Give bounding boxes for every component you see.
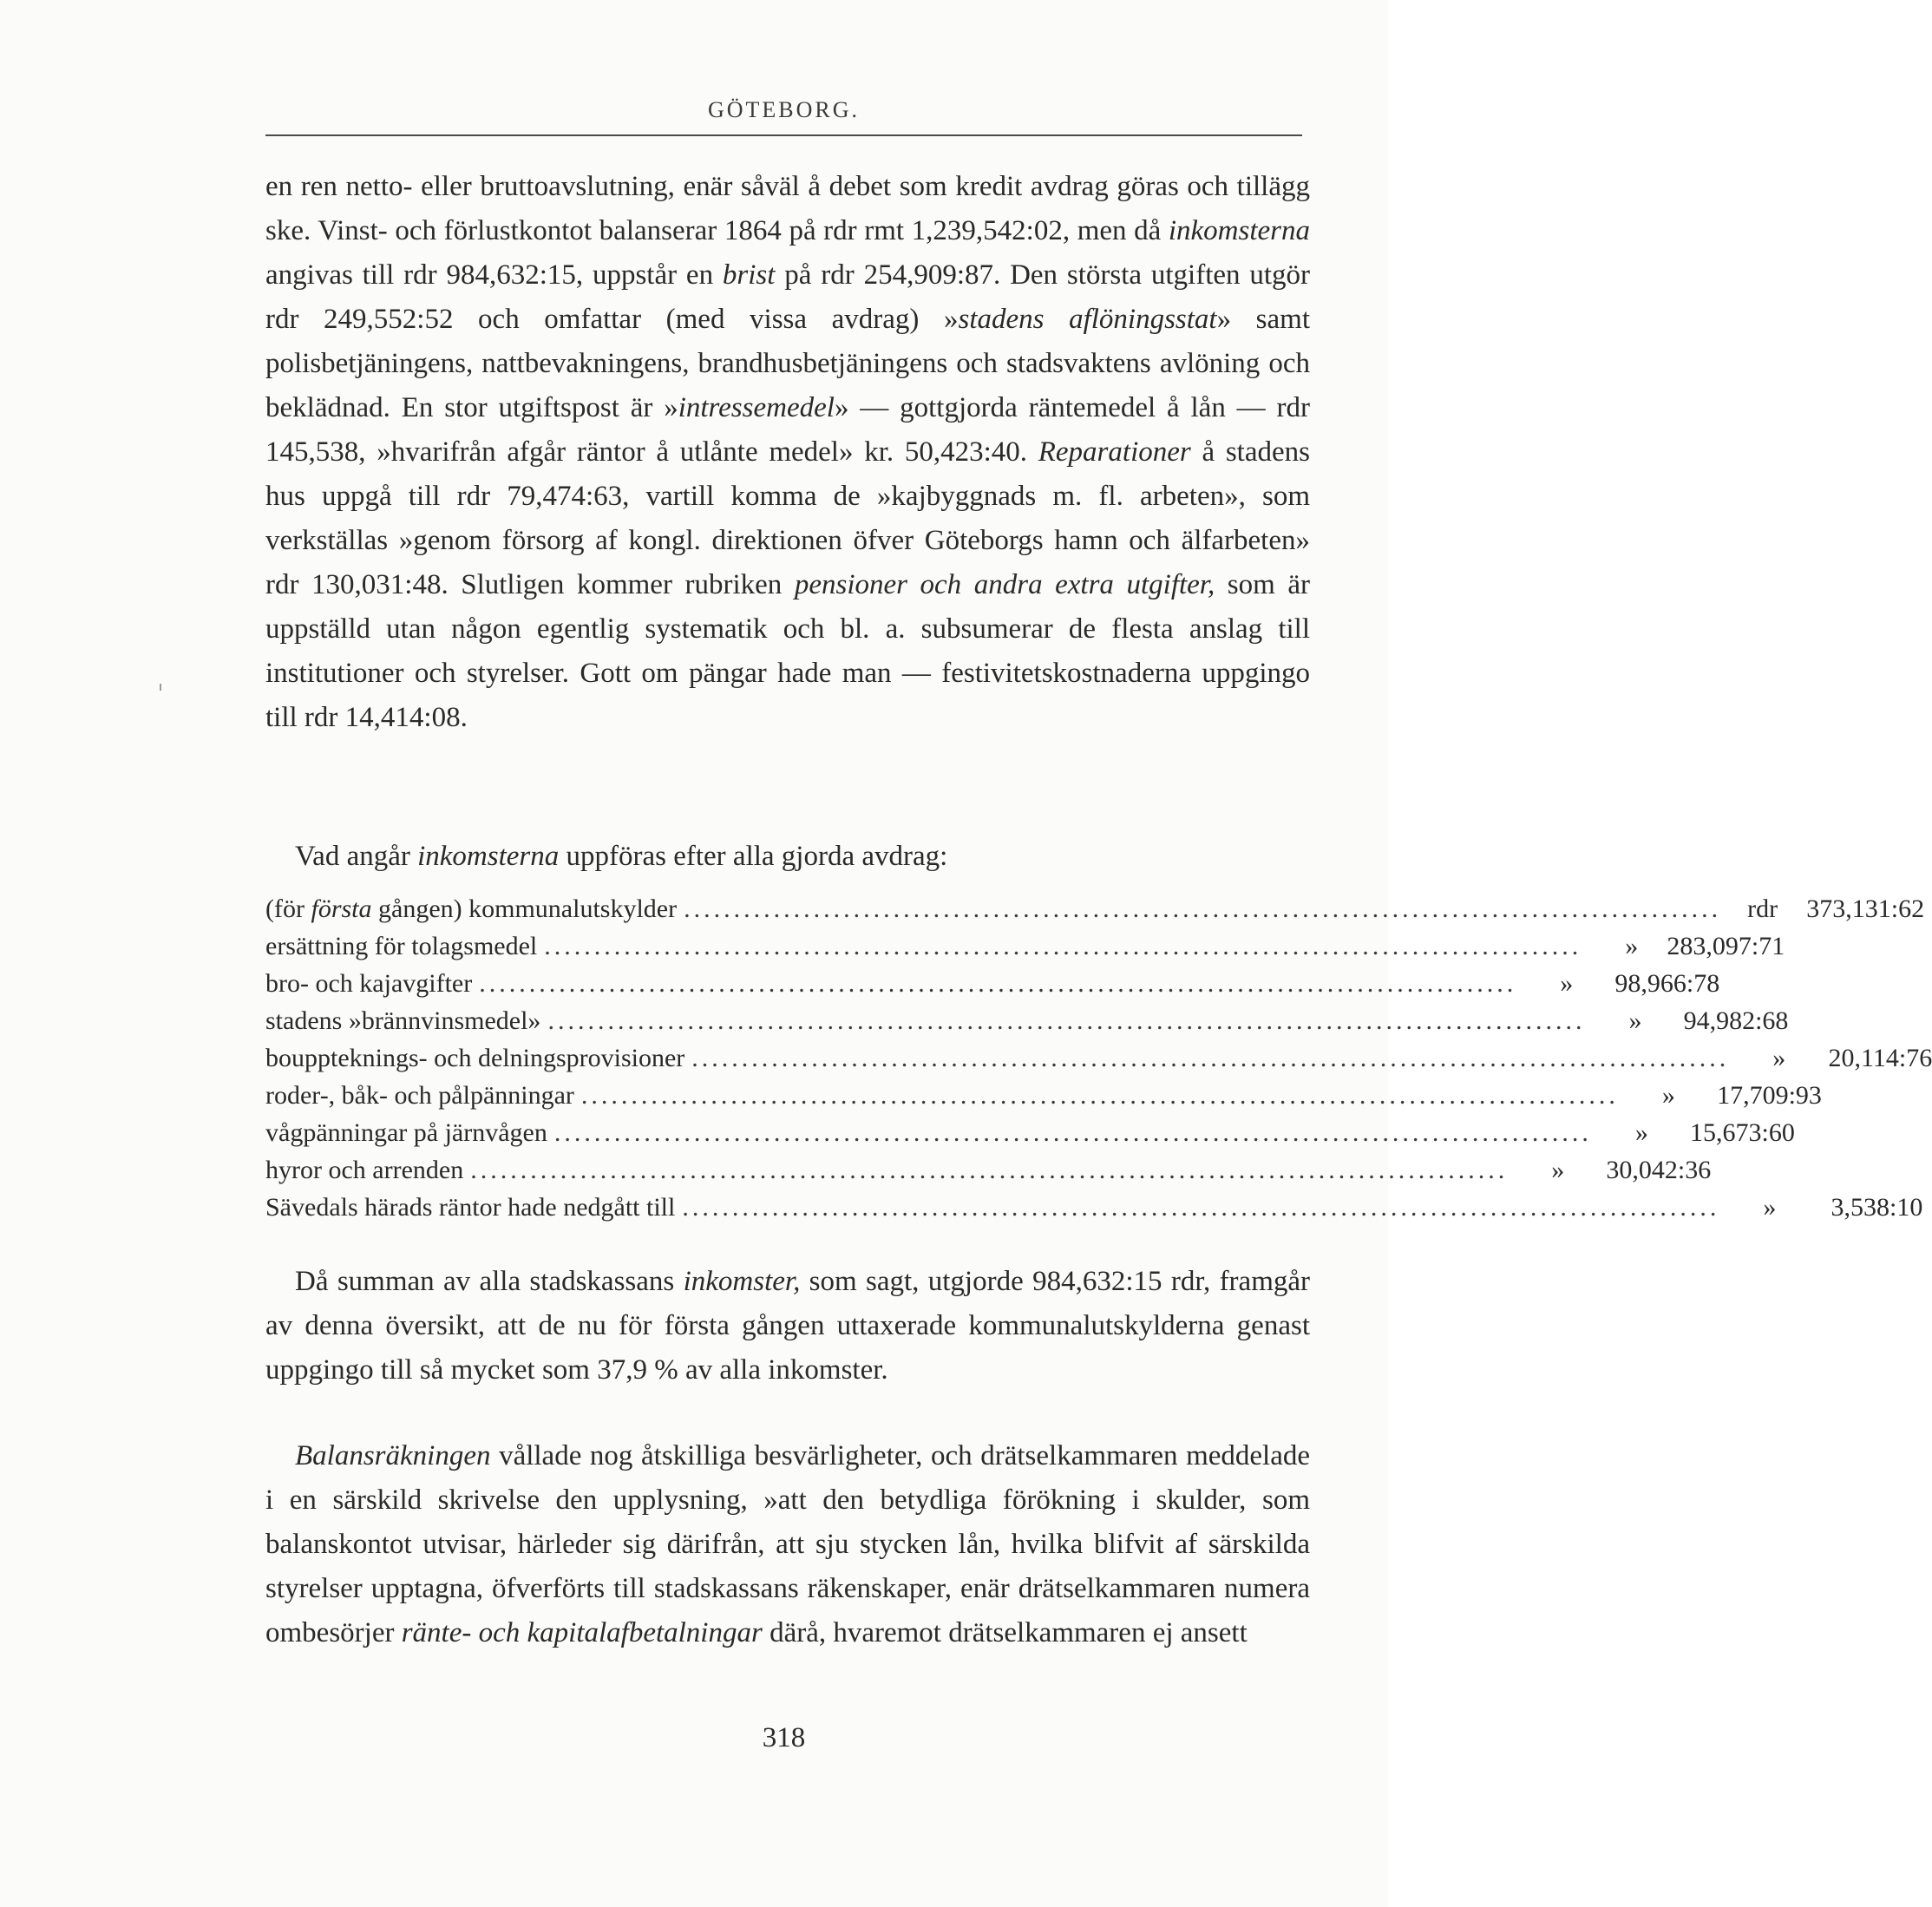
income-amount: 373,131:62 bbox=[1806, 895, 1925, 923]
paragraph-1: en ren netto- eller bruttoavslutning, enär såväl å debet som kredit avdrag göras och tillägg ske. Vinst- och förlustkontot balanserar 1864 på rdr rmt 1,239,542:02, men då inkomsterna angivas till rdr 984,632:15, uppstår en brist på rdr 254,909:87. Den största utgiften utgör rdr 249,552:52 och omfattar (med vissa avdrag) »stadens aflöningsstat» samt polisbetjäningens, nattbevakningens, brandhusbetjäningens och stadsvaktens avlöning och beklädnad. En stor utgiftspost är »intressemedel» — gottgjorda räntemedel å lån — rdr 145,538, »hvarifrån afgår räntor å utlånte medel» kr. 50,423:40. Reparationer å stadens hus uppgå till rdr 79,474:63, vartill komma de »kajbyggnads m. fl. arbeten», som verkställas »genom försorg af kongl. direktionen öfver Göteborgs hamn och älfarbeten» rdr 130,031:48. Slutligen kommer rubriken pensioner och andra extra utgifter, som är uppställd utan någon egentlig systematik och bl. a. subsumerar de flesta anslag till institutioner och styrelser. Gott om pängar hade man — festivitetskostnaderna uppgingo till rdr 14,414:08. bbox=[265, 171, 1311, 733]
income-label: vågpänningar på järnvågen bbox=[265, 1118, 547, 1147]
income-amount: 17,709:93 bbox=[1717, 1081, 1822, 1110]
income-amount: 283,097:71 bbox=[1667, 932, 1785, 960]
page-number: 318 bbox=[762, 1722, 806, 1753]
dot-leader: ........................................................................................................ bbox=[479, 969, 1517, 998]
income-label: hyror och arrenden bbox=[265, 1156, 464, 1184]
income-unit: rdr bbox=[1747, 895, 1778, 923]
income-row bbox=[265, 1077, 1822, 1114]
dot-leader: ........................................................................................................ bbox=[684, 895, 1722, 923]
income-unit: » bbox=[1551, 1156, 1565, 1184]
dot-leader: ........................................................................................................ bbox=[580, 1081, 1619, 1110]
income-row bbox=[265, 927, 1785, 965]
income-label: bro- och kajavgifter bbox=[265, 969, 473, 998]
paragraph-2: Vad angår inkomsterna uppföras efter alla gjorda avdrag: bbox=[295, 841, 948, 872]
scan-speck bbox=[160, 684, 161, 691]
dot-leader: ........................................................................................................ bbox=[682, 1193, 1720, 1222]
income-row bbox=[265, 1114, 1795, 1151]
dot-leader: ........................................................................................................ bbox=[547, 1006, 1586, 1035]
income-amount: 98,966:78 bbox=[1614, 969, 1720, 998]
income-unit: » bbox=[1560, 969, 1574, 998]
income-label: (för första gången) kommunalutskylder bbox=[265, 895, 678, 923]
dot-leader: ........................................................................................................ bbox=[553, 1118, 1592, 1147]
income-unit: » bbox=[1628, 1006, 1642, 1035]
income-unit: » bbox=[1634, 1118, 1648, 1147]
income-amount: 3,538:10 bbox=[1830, 1193, 1923, 1222]
income-amount: 30,042:36 bbox=[1606, 1156, 1712, 1184]
income-unit: » bbox=[1763, 1193, 1777, 1222]
income-list bbox=[265, 890, 1932, 1226]
dot-leader: ........................................................................................................ bbox=[544, 932, 1582, 960]
income-row bbox=[265, 1039, 1932, 1077]
income-amount: 20,114:76 bbox=[1828, 1044, 1932, 1072]
income-row bbox=[265, 1189, 1923, 1226]
paragraph-4: Balansräkningen vållade nog åtskilliga besvärligheter, och drätselkammaren meddelade i en särskild skrivelse den upplysning, »att den betydliga förökning i skulder, som balanskontot utvisar, härleder sig därifrån, att sju stycken lån, hvilka blifvit af särskilda styrelser upptagna, öfverförts till stadskassans räkenskaper, enär drätselkammaren numera ombesörjer ränte- och kapitalafbetalningar därå, hvaremot drätselkammaren ej ansett bbox=[265, 1440, 1310, 1648]
income-row bbox=[265, 965, 1720, 1002]
dot-leader: ........................................................................................................ bbox=[470, 1156, 1509, 1184]
income-label: roder-, båk- och pålpänningar bbox=[265, 1081, 574, 1110]
dot-leader: ........................................................................................................ bbox=[691, 1044, 1730, 1072]
income-label: bouppteknings- och delningsprovisioner bbox=[265, 1044, 685, 1072]
income-label: ersättning för tolagsmedel bbox=[265, 932, 538, 960]
income-row bbox=[265, 1151, 1712, 1189]
paragraph-3: Då summan av alla stadskassans inkomster, som sagt, utgjorde 984,632:15 rdr, framgår av denna översikt, att de nu för första gången uttaxerade kommunalutskylderna genast uppgingo till så mycket som 37,9 % av alla inkomster. bbox=[265, 1266, 1311, 1386]
income-amount: 94,982:68 bbox=[1683, 1006, 1789, 1035]
income-unit: » bbox=[1625, 932, 1639, 960]
income-label: stadens »brännvinsmedel» bbox=[265, 1006, 541, 1035]
header-rule bbox=[265, 134, 1302, 136]
income-label: Sävedals härads räntor hade nedgått till bbox=[265, 1193, 676, 1222]
income-amount: 15,673:60 bbox=[1690, 1118, 1795, 1147]
income-unit: » bbox=[1772, 1044, 1786, 1072]
income-row bbox=[265, 1002, 1789, 1039]
income-row bbox=[265, 890, 1925, 927]
income-unit: » bbox=[1661, 1081, 1675, 1110]
running-header: GÖTEBORG. bbox=[707, 97, 861, 122]
